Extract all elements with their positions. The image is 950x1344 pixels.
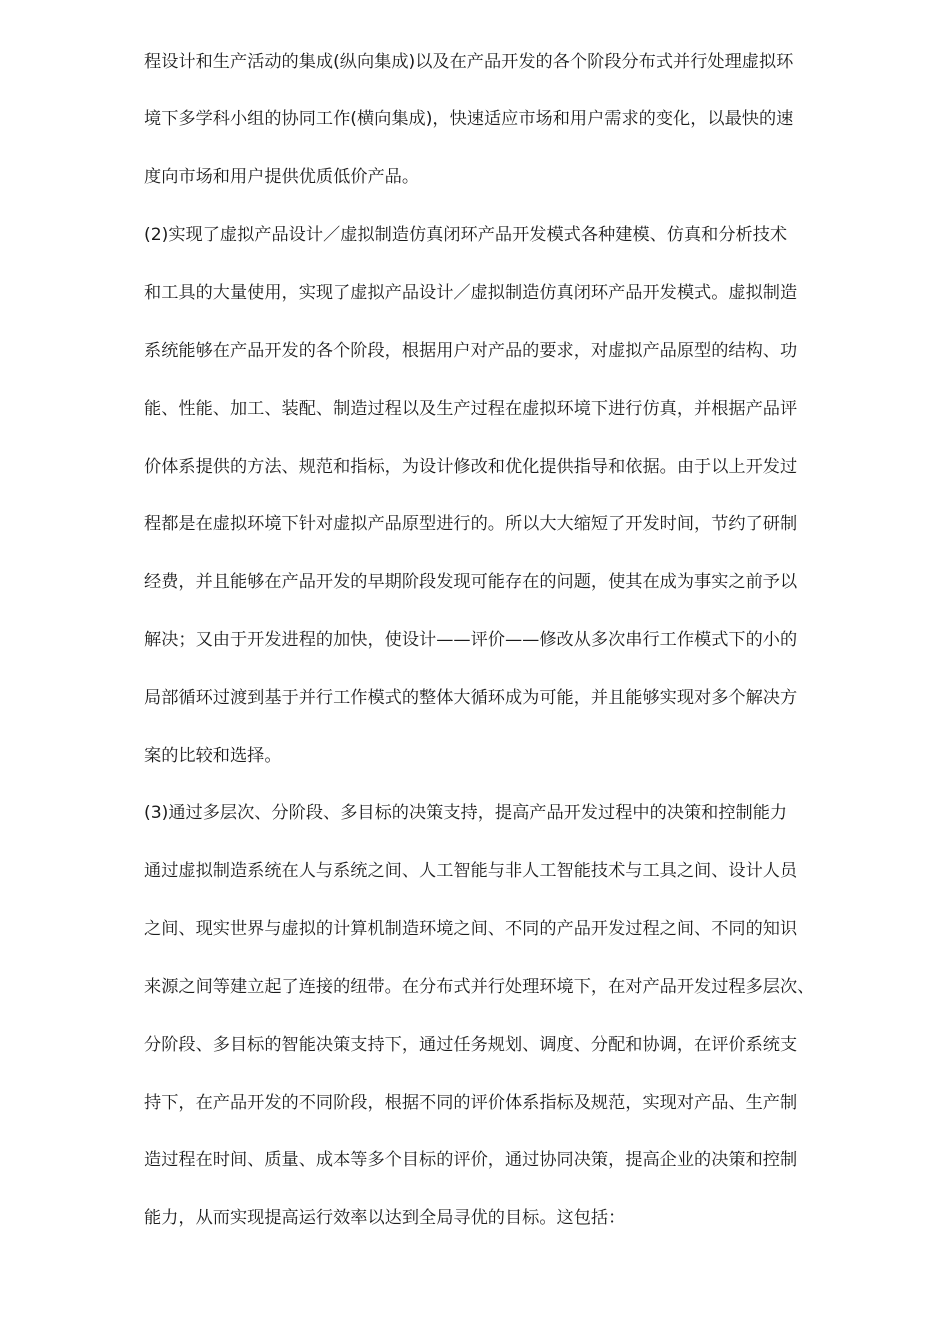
text-line-14: (3)通过多层次、分阶段、多目标的决策支持，提高产品开发过程中的决策和控制能力 [144,803,788,823]
text-line-16: 之间、现实世界与虚拟的计算机制造环境之间、不同的产品开发过程之间、不同的知识 [144,919,798,939]
text-line-8: 价体系提供的方法、规范和指标，为设计修改和优化提供指导和依据。由于以上开发过 [144,457,798,477]
text-line-21: 能力，从而实现提高运行效率以达到全局寻优的目标。这包括： [144,1208,626,1228]
text-line-3: 度向市场和用户提供优质低价产品。 [144,167,420,187]
text-line-2: 境下多学科小组的协同工作(横向集成)，快速适应市场和用户需求的变化，以最快的速 [144,109,794,129]
text-line-15: 通过虚拟制造系统在人与系统之间、人工智能与非人工智能技术与工具之间、设计人员 [144,861,798,881]
text-line-18: 分阶段、多目标的智能决策支持下，通过任务规划、调度、分配和协调，在评价系统支 [144,1035,798,1055]
text-line-10: 经费，并且能够在产品开发的早期阶段发现可能存在的问题，使其在成为事实之前予以 [144,572,798,592]
text-line-20: 造过程在时间、质量、成本等多个目标的评价，通过协同决策，提高企业的决策和控制 [144,1150,798,1170]
text-line-13: 案的比较和选择。 [144,746,282,766]
text-line-9: 程都是在虚拟环境下针对虚拟产品原型进行的。所以大大缩短了开发时间，节约了研制 [144,514,798,534]
text-line-5: 和工具的大量使用，实现了虚拟产品设计／虚拟制造仿真闭环产品开发模式。虚拟制造 [144,283,798,303]
text-line-17: 来源之间等建立起了连接的纽带。在分布式并行处理环境下，在对产品开发过程多层次、 [144,977,815,997]
text-line-6: 系统能够在产品开发的各个阶段，根据用户对产品的要求，对虚拟产品原型的结构、功 [144,341,798,361]
text-line-7: 能、性能、加工、装配、制造过程以及生产过程在虚拟环境下进行仿真，并根据产品评 [144,399,798,419]
text-line-1: 程设计和生产活动的集成(纵向集成)以及在产品开发的各个阶段分布式并行处理虚拟环 [144,52,794,72]
text-line-19: 持下，在产品开发的不同阶段，根据不同的评价体系指标及规范，实现对产品、生产制 [144,1093,798,1113]
text-line-11: 解决；又由于开发进程的加快，使设计——评价——修改从多次串行工作模式下的小的 [144,630,798,650]
text-line-4: (2)实现了虚拟产品设计／虚拟制造仿真闭环产品开发模式各种建模、仿真和分析技术 [144,225,788,245]
text-line-12: 局部循环过渡到基于并行工作模式的整体大循环成为可能，并且能够实现对多个解决方 [144,688,798,708]
